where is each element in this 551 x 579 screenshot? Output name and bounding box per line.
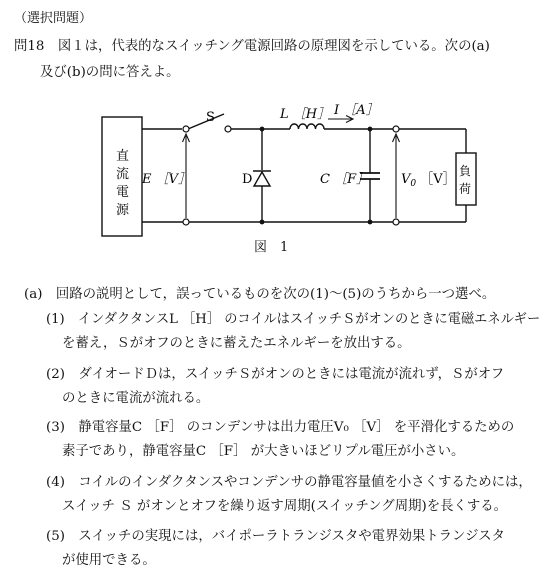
junction-dot (368, 220, 373, 225)
option-5-line-1: (5) スイッチの実現には，バイポーラトランジスタや電界効果トランジスタ (46, 529, 505, 544)
option-1-line-2: を蓄え，Ｓがオフのときに蓄えたエネルギーを放出する。 (62, 336, 411, 351)
label-S: S (206, 110, 215, 125)
load-label-char: 負 (459, 164, 472, 178)
figure-caption: 図 1 (254, 240, 289, 255)
junction-dot (260, 127, 265, 132)
terminal-source-bottom (183, 219, 189, 225)
dc-source-label-char: 直 (116, 149, 130, 164)
terminal-output-top (393, 126, 399, 132)
dc-source-label-char: 源 (116, 203, 130, 218)
circuit-diagram (0, 0, 551, 260)
option-4-line-1: (4) コイルのインダクタンスやコンデンサの静電容量値を小さくするためには， (46, 475, 532, 490)
terminal-switch-left (183, 126, 189, 132)
load-box (456, 153, 476, 205)
label-I: I ［A］ (334, 103, 379, 118)
inductor-symbol (290, 124, 324, 129)
option-3-line-1: (3) 静電容量C ［F］ のコンデンサは出力電圧V₀ ［V］ を平滑化するための (46, 420, 515, 435)
terminal-switch-right (225, 126, 231, 132)
option-3-line-2: 素子であり，静電容量C ［F］ が大きいほどリプル電圧が小さい。 (62, 444, 465, 459)
subquestion-a: (a) 回路の説明として，誤っているものを次の(1)～(5)のうちから一つ選べ。 (24, 287, 496, 302)
terminal-output-bottom (393, 219, 399, 225)
junction-dot (260, 220, 265, 225)
label-E: E ［V］ (142, 172, 192, 187)
label-C: C ［F］ (320, 172, 370, 187)
section-heading: （選択問題） (14, 11, 93, 26)
question-line-2: 及び(b)の問に答えよ。 (40, 65, 180, 80)
option-5-line-2: が使用できる。 (62, 553, 156, 568)
option-2-line-1: (2) ダイオードＤは，スイッチＳがオンのときには電流が流れず，Ｓがオフ (46, 367, 505, 382)
label-D: D (242, 172, 253, 187)
dc-source-label-char: 流 (116, 167, 130, 182)
load-label-char: 荷 (459, 182, 472, 196)
label-L: L ［H］ (280, 107, 331, 122)
option-1-line-1: (1) インダクタンスL ［H］ のコイルはスイッチＳがオンのときに電磁エネルギー (46, 312, 541, 327)
label-V0: $V_0$ ［V］ (401, 172, 456, 189)
dc-source-label-char: 電 (116, 185, 130, 200)
option-2-line-2: のときに電流が流れる。 (62, 391, 210, 406)
junction-dot (368, 127, 373, 132)
question-line-1: 問18 図１は，代表的なスイッチング電源回路の原理図を示している。次の(a) (14, 39, 490, 54)
diode-symbol (254, 172, 270, 186)
option-4-line-2: スイッチ Ｓ がオンとオフを繰り返す周期(スイッチング周期)を長くする。 (62, 499, 508, 514)
